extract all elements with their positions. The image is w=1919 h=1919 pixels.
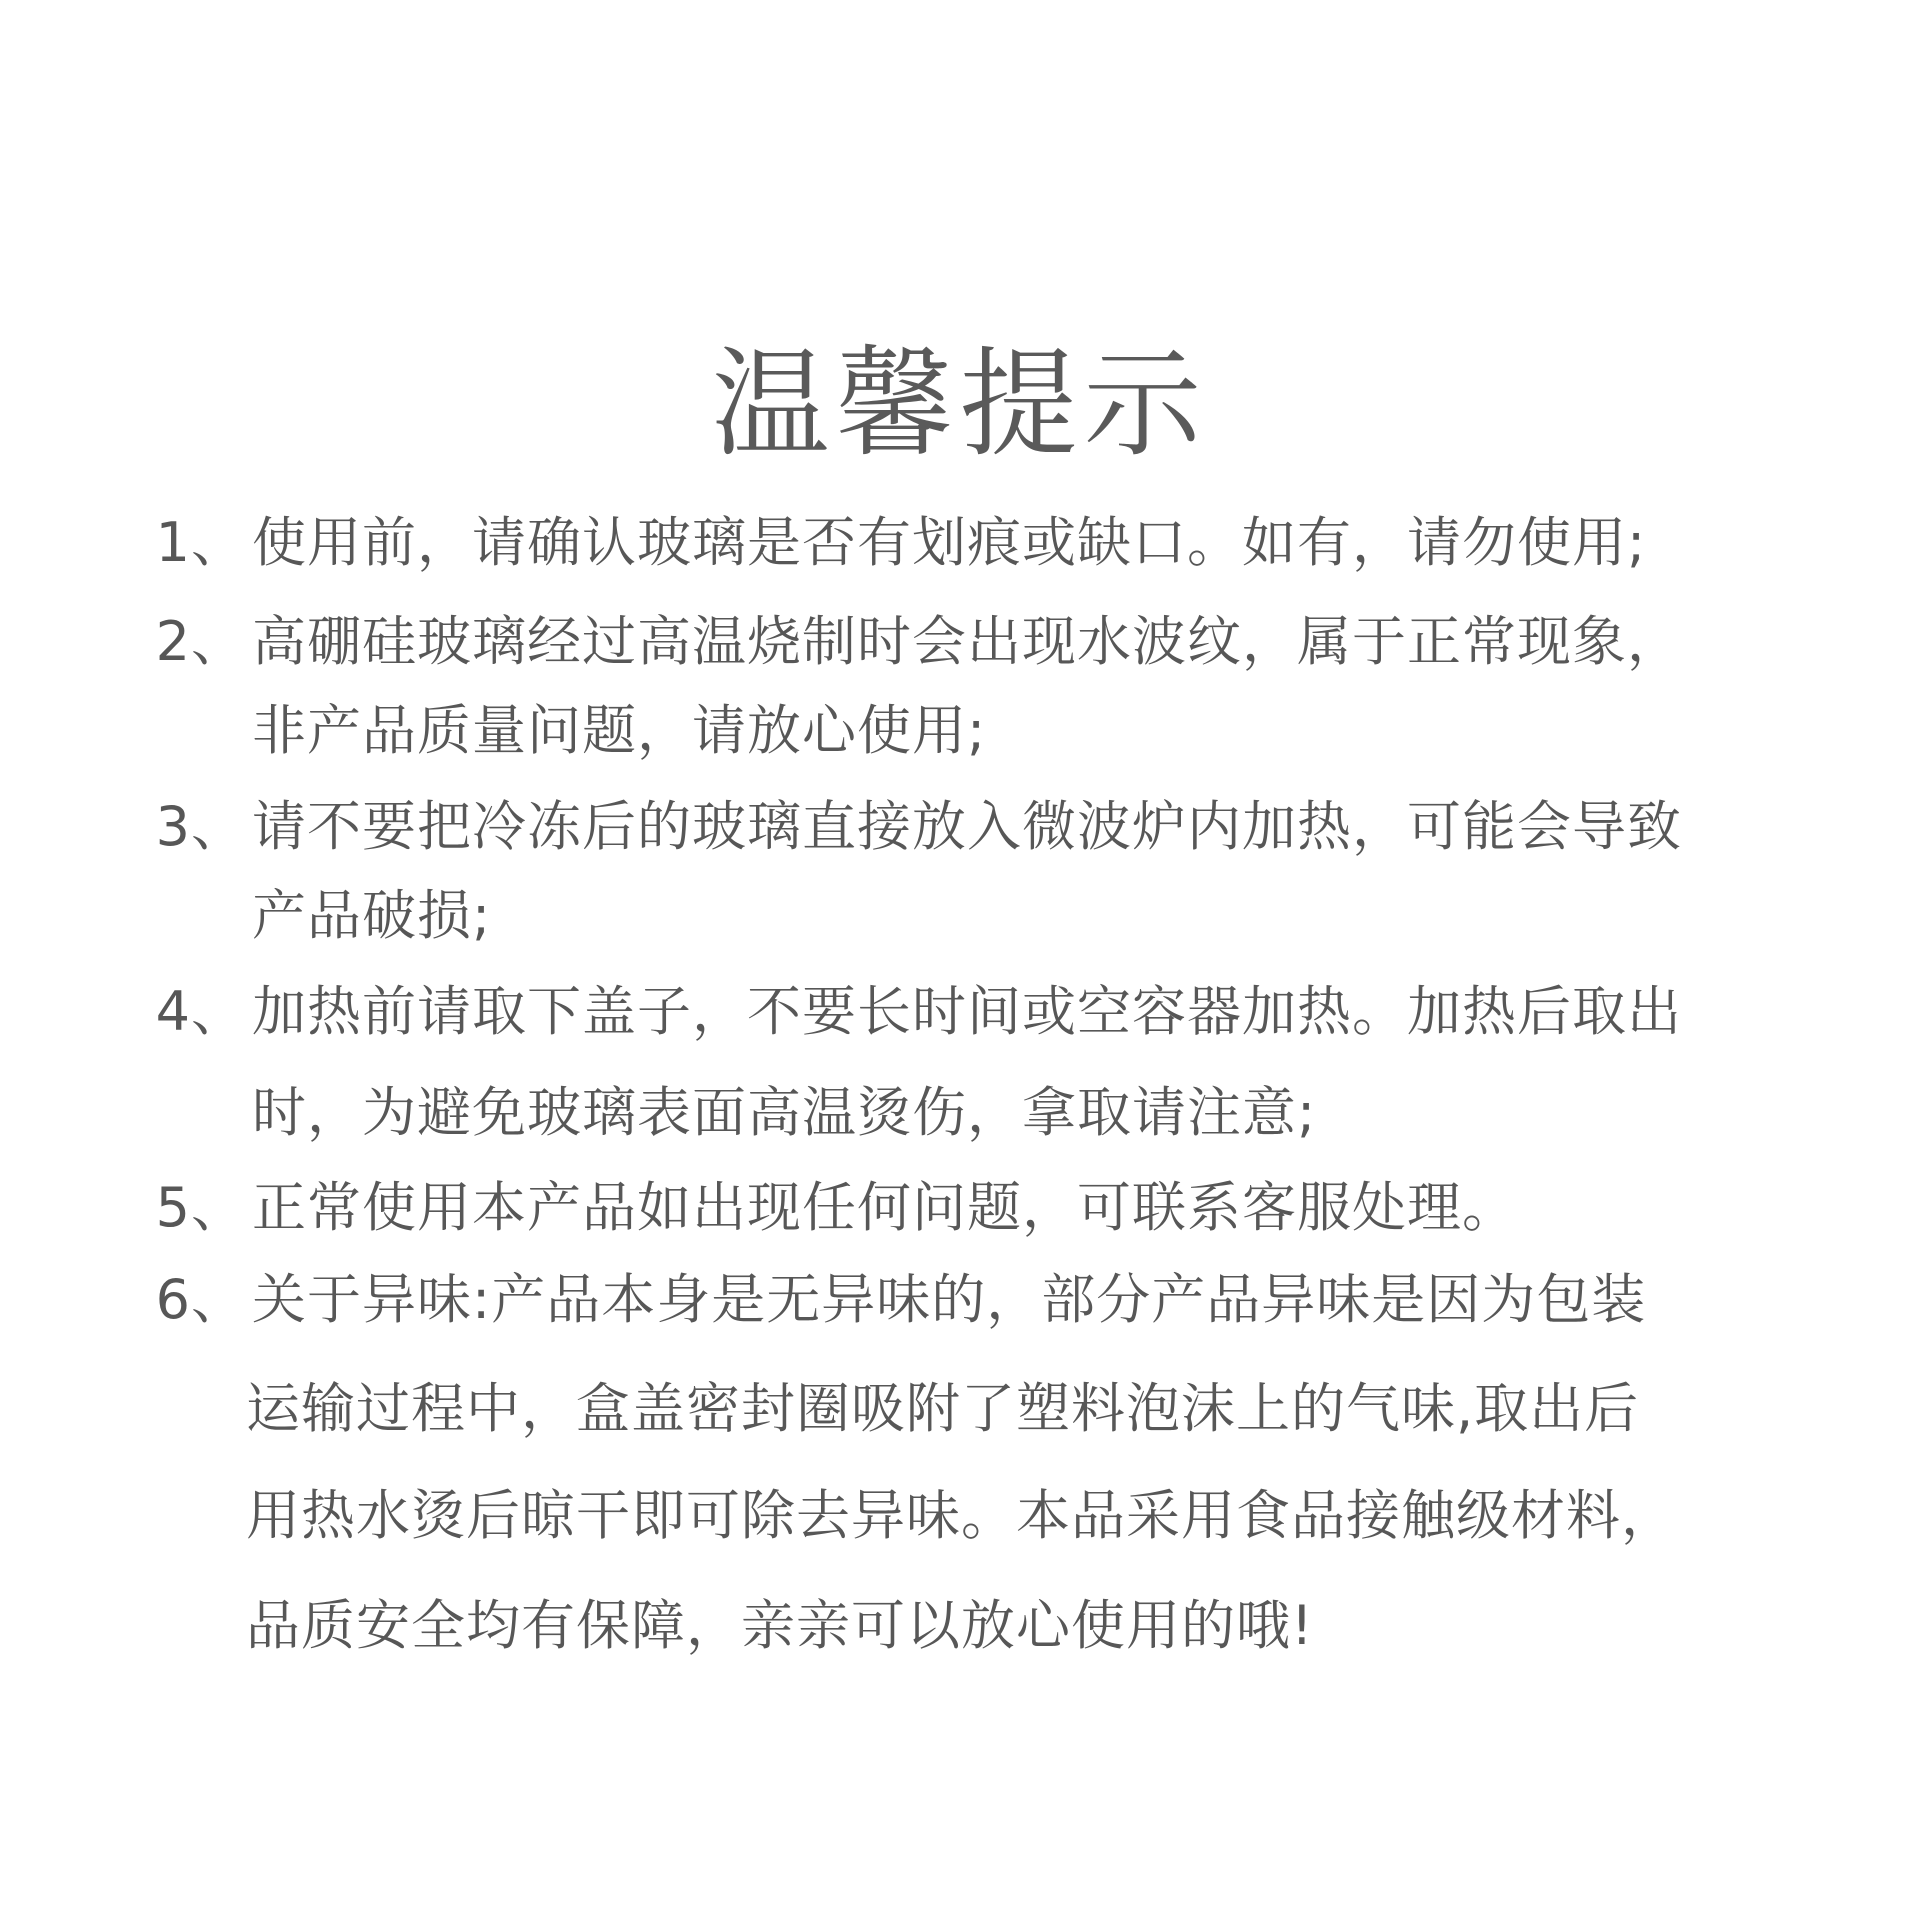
tip-5-text-1: 正常使用本产品如出现任何问题，可联系客服处理。: [252, 1176, 1517, 1239]
tip-3-number: 3、: [155, 795, 246, 858]
tip-6-line-3: 用热水烫后晾干即可除去异味。本品采用食品接触级材料，: [246, 1484, 1676, 1547]
tip-2-text-1: 高硼硅玻璃经过高温烧制时会出现水波纹，属于正常现象，: [252, 610, 1682, 673]
tip-5-number: 5、: [155, 1176, 246, 1239]
tip-2-line-1: [150, 610, 1682, 674]
tip-6-text-1: 关于异味:产品本身是无异味的，部分产品异味是因为包装: [252, 1268, 1647, 1331]
tip-6-line-4: 品质安全均有保障，亲亲可以放心使用的哦!: [246, 1594, 1314, 1657]
tip-4-line-2: 时，为避免玻璃表面高温烫伤，拿取请注意;: [252, 1081, 1317, 1144]
page-title: 温馨提示: [711, 335, 1208, 474]
tip-4-text-1: 加热前请取下盖子，不要长时间或空容器加热。加热后取出: [252, 980, 1682, 1043]
tip-1-text-1: 使用前，请确认玻璃是否有划痕或缺口。如有，请勿使用;: [252, 511, 1647, 574]
tip-1-line-1: [150, 511, 1646, 575]
tip-4-line-1: [150, 980, 1682, 1044]
tip-6-line-1: [150, 1268, 1646, 1332]
tip-3-line-2: 产品破损;: [252, 884, 492, 947]
tip-3-text-1: 请不要把冷冻后的玻璃直接放入微波炉内加热，可能会导致: [252, 795, 1682, 858]
tip-6-line-2: 运输过程中，盒盖密封圈吸附了塑料泡沫上的气味,取出后: [246, 1377, 1640, 1440]
tip-3-line-1: [150, 795, 1682, 859]
tip-1-number: 1、: [155, 511, 246, 574]
tip-5-line-1: [150, 1176, 1517, 1240]
tip-4-number: 4、: [155, 980, 246, 1043]
tip-6-number: 6、: [155, 1268, 246, 1331]
tip-2-number: 2、: [155, 610, 246, 673]
tip-2-line-2: 非产品质量问题，请放心使用;: [252, 699, 987, 762]
